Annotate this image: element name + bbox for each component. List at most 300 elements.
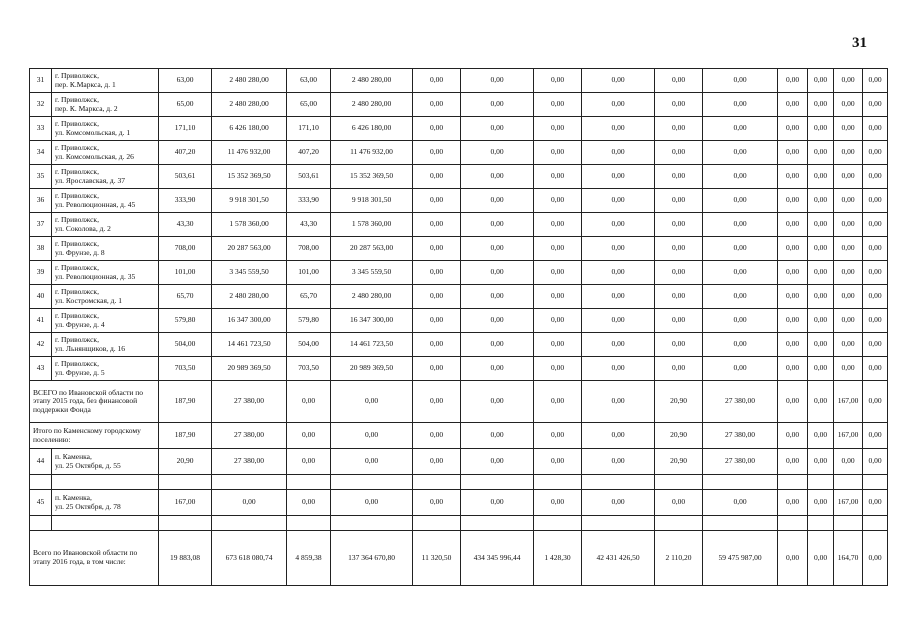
value-cell: 504,00 — [159, 333, 212, 357]
value-cell: 59 475 987,00 — [703, 531, 778, 586]
value-cell: 0,00 — [808, 357, 834, 381]
value-cell: 0,00 — [778, 69, 808, 93]
value-cell: 0,00 — [863, 93, 888, 117]
value-cell: 0,00 — [778, 490, 808, 516]
empty-cell — [159, 516, 212, 531]
value-cell: 0,00 — [655, 69, 703, 93]
value-cell: 0,00 — [461, 165, 534, 189]
value-cell: 0,00 — [534, 490, 582, 516]
value-cell: 0,00 — [808, 449, 834, 475]
value-cell: 0,00 — [778, 213, 808, 237]
empty-cell — [778, 475, 808, 490]
value-cell: 0,00 — [534, 423, 582, 449]
value-cell: 407,20 — [159, 141, 212, 165]
value-cell: 0,00 — [655, 309, 703, 333]
address-line: ул. Льнянщиков, д. 16 — [55, 343, 126, 353]
spacer-row — [30, 516, 888, 531]
value-cell: 407,20 — [287, 141, 331, 165]
row-number: 38 — [30, 237, 52, 261]
value-cell: 15 352 369,50 — [212, 165, 287, 189]
address-line: ул. 25 Октября, д. 55 — [55, 460, 121, 470]
value-cell: 0,00 — [703, 69, 778, 93]
row-number: 32 — [30, 93, 52, 117]
value-cell: 2 480 280,00 — [331, 69, 413, 93]
value-cell: 0,00 — [703, 309, 778, 333]
value-cell: 0,00 — [863, 423, 888, 449]
value-cell: 9 918 301,50 — [331, 189, 413, 213]
empty-cell — [655, 475, 703, 490]
value-cell: 0,00 — [834, 449, 863, 475]
value-cell: 0,00 — [461, 423, 534, 449]
address-line: г. Приволжск, — [55, 262, 99, 272]
value-cell: 20 989 369,50 — [331, 357, 413, 381]
value-cell: 6 426 180,00 — [212, 117, 287, 141]
value-cell: 0,00 — [863, 189, 888, 213]
value-cell: 0,00 — [582, 309, 655, 333]
table-row — [30, 285, 888, 309]
value-cell: 16 347 300,00 — [212, 309, 287, 333]
value-cell: 0,00 — [461, 333, 534, 357]
value-cell: 0,00 — [582, 237, 655, 261]
value-cell: 0,00 — [808, 117, 834, 141]
value-cell: 0,00 — [655, 213, 703, 237]
empty-cell — [582, 475, 655, 490]
value-cell: 11 476 932,00 — [331, 141, 413, 165]
value-cell: 0,00 — [461, 449, 534, 475]
address-line: г. Приволжск, — [55, 358, 99, 368]
value-cell: 0,00 — [413, 333, 461, 357]
value-cell: 0,00 — [834, 357, 863, 381]
value-cell: 20 287 563,00 — [331, 237, 413, 261]
value-cell: 0,00 — [808, 213, 834, 237]
value-cell: 167,00 — [834, 490, 863, 516]
value-cell: 0,00 — [413, 449, 461, 475]
value-cell: 20,90 — [655, 449, 703, 475]
value-cell: 0,00 — [834, 309, 863, 333]
value-cell: 0,00 — [703, 357, 778, 381]
table-row — [30, 117, 888, 141]
table-row — [30, 357, 888, 381]
address-line: г. Приволжск, — [55, 214, 99, 224]
value-cell: 0,00 — [778, 381, 808, 423]
address-line: ул. Комсомольская, д. 1 — [55, 127, 131, 137]
value-cell: 0,00 — [863, 69, 888, 93]
value-cell: 1 578 360,00 — [331, 213, 413, 237]
value-cell: 0,00 — [413, 285, 461, 309]
value-cell: 0,00 — [863, 237, 888, 261]
value-cell: 0,00 — [703, 261, 778, 285]
value-cell: 0,00 — [534, 237, 582, 261]
empty-cell — [461, 475, 534, 490]
value-cell: 9 918 301,50 — [212, 189, 287, 213]
address-line: г. Приволжск, — [55, 238, 99, 248]
value-cell: 0,00 — [655, 165, 703, 189]
value-cell: 0,00 — [778, 261, 808, 285]
value-cell: 0,00 — [331, 381, 413, 423]
total-row — [30, 531, 888, 586]
value-cell: 708,00 — [159, 237, 212, 261]
value-cell: 27 380,00 — [703, 423, 778, 449]
empty-cell — [52, 516, 159, 531]
value-cell: 0,00 — [655, 117, 703, 141]
value-cell: 0,00 — [582, 285, 655, 309]
value-cell: 579,80 — [159, 309, 212, 333]
empty-cell — [461, 516, 534, 531]
value-cell: 333,90 — [287, 189, 331, 213]
value-cell: 0,00 — [778, 165, 808, 189]
empty-cell — [159, 475, 212, 490]
value-cell: 0,00 — [778, 141, 808, 165]
address-cell — [52, 237, 159, 261]
value-cell: 2 480 280,00 — [212, 69, 287, 93]
value-cell: 0,00 — [461, 237, 534, 261]
value-cell: 0,00 — [834, 189, 863, 213]
value-cell: 27 380,00 — [212, 449, 287, 475]
value-cell: 579,80 — [287, 309, 331, 333]
address-cell — [52, 490, 159, 516]
address-line: пер. К. Маркса, д. 2 — [55, 103, 118, 113]
value-cell: 0,00 — [834, 213, 863, 237]
empty-cell — [30, 475, 52, 490]
value-cell: 0,00 — [863, 165, 888, 189]
row-number: 39 — [30, 261, 52, 285]
value-cell: 65,00 — [159, 93, 212, 117]
value-cell: 0,00 — [534, 285, 582, 309]
value-cell: 0,00 — [778, 117, 808, 141]
value-cell: 2 110,20 — [655, 531, 703, 586]
value-cell: 2 480 280,00 — [331, 93, 413, 117]
address-line: г. Приволжск, — [55, 286, 99, 296]
value-cell: 0,00 — [778, 357, 808, 381]
value-cell: 0,00 — [534, 93, 582, 117]
row-number: 37 — [30, 213, 52, 237]
value-cell: 0,00 — [863, 213, 888, 237]
address-line: ул. Революционная, д. 45 — [55, 199, 136, 209]
row-number: 41 — [30, 309, 52, 333]
value-cell: 20 287 563,00 — [212, 237, 287, 261]
empty-cell — [834, 475, 863, 490]
value-cell: 0,00 — [534, 117, 582, 141]
value-cell: 0,00 — [778, 531, 808, 586]
address-cell — [52, 189, 159, 213]
value-cell: 0,00 — [778, 285, 808, 309]
value-cell: 101,00 — [287, 261, 331, 285]
address-cell — [52, 285, 159, 309]
value-cell: 0,00 — [808, 261, 834, 285]
value-cell: 15 352 369,50 — [331, 165, 413, 189]
value-cell: 0,00 — [461, 189, 534, 213]
value-cell: 504,00 — [287, 333, 331, 357]
value-cell: 0,00 — [863, 381, 888, 423]
value-cell: 0,00 — [655, 93, 703, 117]
address-line: г. Приволжск, — [55, 142, 99, 152]
value-cell: 0,00 — [808, 69, 834, 93]
value-cell: 708,00 — [287, 237, 331, 261]
value-cell: 0,00 — [778, 333, 808, 357]
value-cell: 0,00 — [287, 423, 331, 449]
value-cell: 434 345 996,44 — [461, 531, 534, 586]
value-cell: 0,00 — [582, 213, 655, 237]
value-cell: 0,00 — [212, 490, 287, 516]
empty-cell — [212, 475, 287, 490]
row-number: 33 — [30, 117, 52, 141]
table-row — [30, 333, 888, 357]
empty-cell — [808, 475, 834, 490]
value-cell: 0,00 — [655, 490, 703, 516]
value-cell: 0,00 — [834, 141, 863, 165]
value-cell: 0,00 — [413, 309, 461, 333]
address-line: г. Приволжск, — [55, 166, 99, 176]
address-line: г. Приволжск, — [55, 190, 99, 200]
value-cell: 19 883,08 — [159, 531, 212, 586]
total-row — [30, 423, 888, 449]
table-row — [30, 237, 888, 261]
value-cell: 0,00 — [534, 449, 582, 475]
row-number: 40 — [30, 285, 52, 309]
address-line: ул. Революционная, д. 35 — [55, 271, 136, 281]
value-cell: 0,00 — [655, 261, 703, 285]
value-cell: 0,00 — [331, 490, 413, 516]
value-cell: 0,00 — [808, 531, 834, 586]
value-cell: 0,00 — [834, 285, 863, 309]
value-cell: 0,00 — [534, 165, 582, 189]
value-cell: 0,00 — [834, 93, 863, 117]
value-cell: 0,00 — [863, 309, 888, 333]
value-cell: 0,00 — [808, 309, 834, 333]
value-cell: 0,00 — [808, 381, 834, 423]
value-cell: 43,30 — [159, 213, 212, 237]
value-cell: 0,00 — [808, 423, 834, 449]
value-cell: 0,00 — [703, 117, 778, 141]
value-cell: 0,00 — [808, 490, 834, 516]
value-cell: 0,00 — [655, 237, 703, 261]
value-cell: 167,00 — [834, 423, 863, 449]
table-row — [30, 165, 888, 189]
address-line: ул. Фрунзе, д. 4 — [55, 319, 105, 329]
value-cell: 167,00 — [159, 490, 212, 516]
value-cell: 0,00 — [582, 490, 655, 516]
value-cell: 63,00 — [287, 69, 331, 93]
value-cell: 0,00 — [582, 423, 655, 449]
value-cell: 0,00 — [413, 93, 461, 117]
value-cell: 27 380,00 — [703, 381, 778, 423]
value-cell: 11 320,50 — [413, 531, 461, 586]
value-cell: 0,00 — [413, 117, 461, 141]
empty-cell — [703, 516, 778, 531]
value-cell: 0,00 — [534, 381, 582, 423]
table-row — [30, 93, 888, 117]
row-number: 34 — [30, 141, 52, 165]
row-number: 43 — [30, 357, 52, 381]
value-cell: 1 428,30 — [534, 531, 582, 586]
address-cell — [52, 333, 159, 357]
total-label: Всего по Ивановской области по этапу 2016 года, в том числе: — [30, 531, 159, 586]
value-cell: 0,00 — [808, 237, 834, 261]
address-line: г. Приволжск, — [55, 334, 99, 344]
address-cell — [52, 165, 159, 189]
value-cell: 0,00 — [413, 381, 461, 423]
value-cell: 0,00 — [863, 531, 888, 586]
value-cell: 27 380,00 — [703, 449, 778, 475]
value-cell: 6 426 180,00 — [331, 117, 413, 141]
value-cell: 20 989 369,50 — [212, 357, 287, 381]
value-cell: 0,00 — [863, 261, 888, 285]
empty-cell — [582, 516, 655, 531]
value-cell: 0,00 — [863, 490, 888, 516]
value-cell: 0,00 — [808, 333, 834, 357]
value-cell: 0,00 — [461, 490, 534, 516]
address-cell — [52, 141, 159, 165]
value-cell: 0,00 — [834, 117, 863, 141]
value-cell: 0,00 — [413, 237, 461, 261]
value-cell: 0,00 — [863, 357, 888, 381]
empty-cell — [331, 516, 413, 531]
value-cell: 42 431 426,50 — [582, 531, 655, 586]
value-cell: 503,61 — [159, 165, 212, 189]
address-line: ул. 25 Октября, д. 78 — [55, 501, 121, 511]
value-cell: 0,00 — [655, 357, 703, 381]
value-cell: 0,00 — [778, 309, 808, 333]
address-cell — [52, 69, 159, 93]
resettlement-table — [29, 68, 888, 586]
value-cell: 0,00 — [863, 449, 888, 475]
value-cell: 0,00 — [582, 117, 655, 141]
value-cell: 0,00 — [703, 213, 778, 237]
row-number: 31 — [30, 69, 52, 93]
address-line: г. Приволжск, — [55, 70, 99, 80]
value-cell: 0,00 — [655, 333, 703, 357]
address-line: г. Приволжск, — [55, 310, 99, 320]
value-cell: 0,00 — [703, 141, 778, 165]
value-cell: 65,00 — [287, 93, 331, 117]
address-cell — [52, 449, 159, 475]
empty-cell — [52, 475, 159, 490]
address-line: ул. Комсомольская, д. 26 — [55, 151, 134, 161]
value-cell: 0,00 — [703, 333, 778, 357]
address-line: ул. Костромская, д. 1 — [55, 295, 122, 305]
address-line: п. Каменка, — [55, 451, 92, 461]
value-cell: 0,00 — [582, 333, 655, 357]
value-cell: 137 364 670,80 — [331, 531, 413, 586]
value-cell: 0,00 — [461, 309, 534, 333]
value-cell: 0,00 — [331, 449, 413, 475]
value-cell: 0,00 — [808, 141, 834, 165]
empty-cell — [834, 516, 863, 531]
address-cell — [52, 117, 159, 141]
value-cell: 0,00 — [461, 117, 534, 141]
value-cell: 171,10 — [159, 117, 212, 141]
empty-cell — [808, 516, 834, 531]
empty-cell — [287, 516, 331, 531]
value-cell: 0,00 — [808, 189, 834, 213]
page-number: 31 — [852, 35, 867, 51]
table-row — [30, 189, 888, 213]
value-cell: 65,70 — [287, 285, 331, 309]
address-line: ул. Фрунзе, д. 5 — [55, 367, 105, 377]
value-cell: 0,00 — [582, 357, 655, 381]
value-cell: 4 859,38 — [287, 531, 331, 586]
spacer-row — [30, 475, 888, 490]
value-cell: 0,00 — [863, 117, 888, 141]
value-cell: 1 578 360,00 — [212, 213, 287, 237]
value-cell: 65,70 — [159, 285, 212, 309]
empty-cell — [212, 516, 287, 531]
value-cell: 0,00 — [413, 490, 461, 516]
value-cell: 0,00 — [461, 261, 534, 285]
value-cell: 2 480 280,00 — [212, 285, 287, 309]
table-row — [30, 309, 888, 333]
row-number: 42 — [30, 333, 52, 357]
value-cell: 0,00 — [534, 261, 582, 285]
empty-cell — [778, 516, 808, 531]
value-cell: 0,00 — [655, 141, 703, 165]
empty-cell — [863, 475, 888, 490]
total-label: ВСЕГО по Ивановской области по этапу 2015 года, без финансовой поддержки Фонда — [30, 381, 159, 423]
value-cell: 20,90 — [655, 381, 703, 423]
value-cell: 0,00 — [461, 357, 534, 381]
value-cell: 0,00 — [582, 93, 655, 117]
value-cell: 0,00 — [703, 189, 778, 213]
empty-cell — [287, 475, 331, 490]
address-cell — [52, 309, 159, 333]
value-cell: 0,00 — [534, 357, 582, 381]
empty-cell — [30, 516, 52, 531]
value-cell: 3 345 559,50 — [331, 261, 413, 285]
value-cell: 11 476 932,00 — [212, 141, 287, 165]
value-cell: 703,50 — [287, 357, 331, 381]
value-cell: 0,00 — [655, 285, 703, 309]
value-cell: 333,90 — [159, 189, 212, 213]
address-line: ул. Соколова, д. 2 — [55, 223, 111, 233]
value-cell: 101,00 — [159, 261, 212, 285]
value-cell: 0,00 — [534, 333, 582, 357]
value-cell: 0,00 — [582, 69, 655, 93]
table-row — [30, 449, 888, 475]
value-cell: 0,00 — [582, 141, 655, 165]
value-cell: 673 618 080,74 — [212, 531, 287, 586]
address-line: ул. Ярославская, д. 37 — [55, 175, 125, 185]
value-cell: 0,00 — [534, 141, 582, 165]
value-cell: 0,00 — [413, 69, 461, 93]
value-cell: 20,90 — [655, 423, 703, 449]
value-cell: 0,00 — [863, 141, 888, 165]
value-cell: 0,00 — [703, 285, 778, 309]
address-cell — [52, 213, 159, 237]
address-cell — [52, 93, 159, 117]
value-cell: 0,00 — [778, 237, 808, 261]
value-cell: 0,00 — [703, 237, 778, 261]
value-cell: 14 461 723,50 — [212, 333, 287, 357]
empty-cell — [863, 516, 888, 531]
total-label: Итого по Каменскому городскому поселению: — [30, 423, 159, 449]
value-cell: 0,00 — [582, 449, 655, 475]
row-number: 36 — [30, 189, 52, 213]
table-row — [30, 213, 888, 237]
value-cell: 0,00 — [834, 69, 863, 93]
value-cell: 2 480 280,00 — [331, 285, 413, 309]
value-cell: 0,00 — [863, 285, 888, 309]
address-line: пер. К.Маркса, д. 1 — [55, 79, 116, 89]
value-cell: 0,00 — [534, 213, 582, 237]
value-cell: 63,00 — [159, 69, 212, 93]
value-cell: 0,00 — [703, 93, 778, 117]
value-cell: 0,00 — [461, 93, 534, 117]
total-row — [30, 381, 888, 423]
value-cell: 0,00 — [778, 423, 808, 449]
value-cell: 0,00 — [331, 423, 413, 449]
value-cell: 20,90 — [159, 449, 212, 475]
value-cell: 0,00 — [863, 333, 888, 357]
